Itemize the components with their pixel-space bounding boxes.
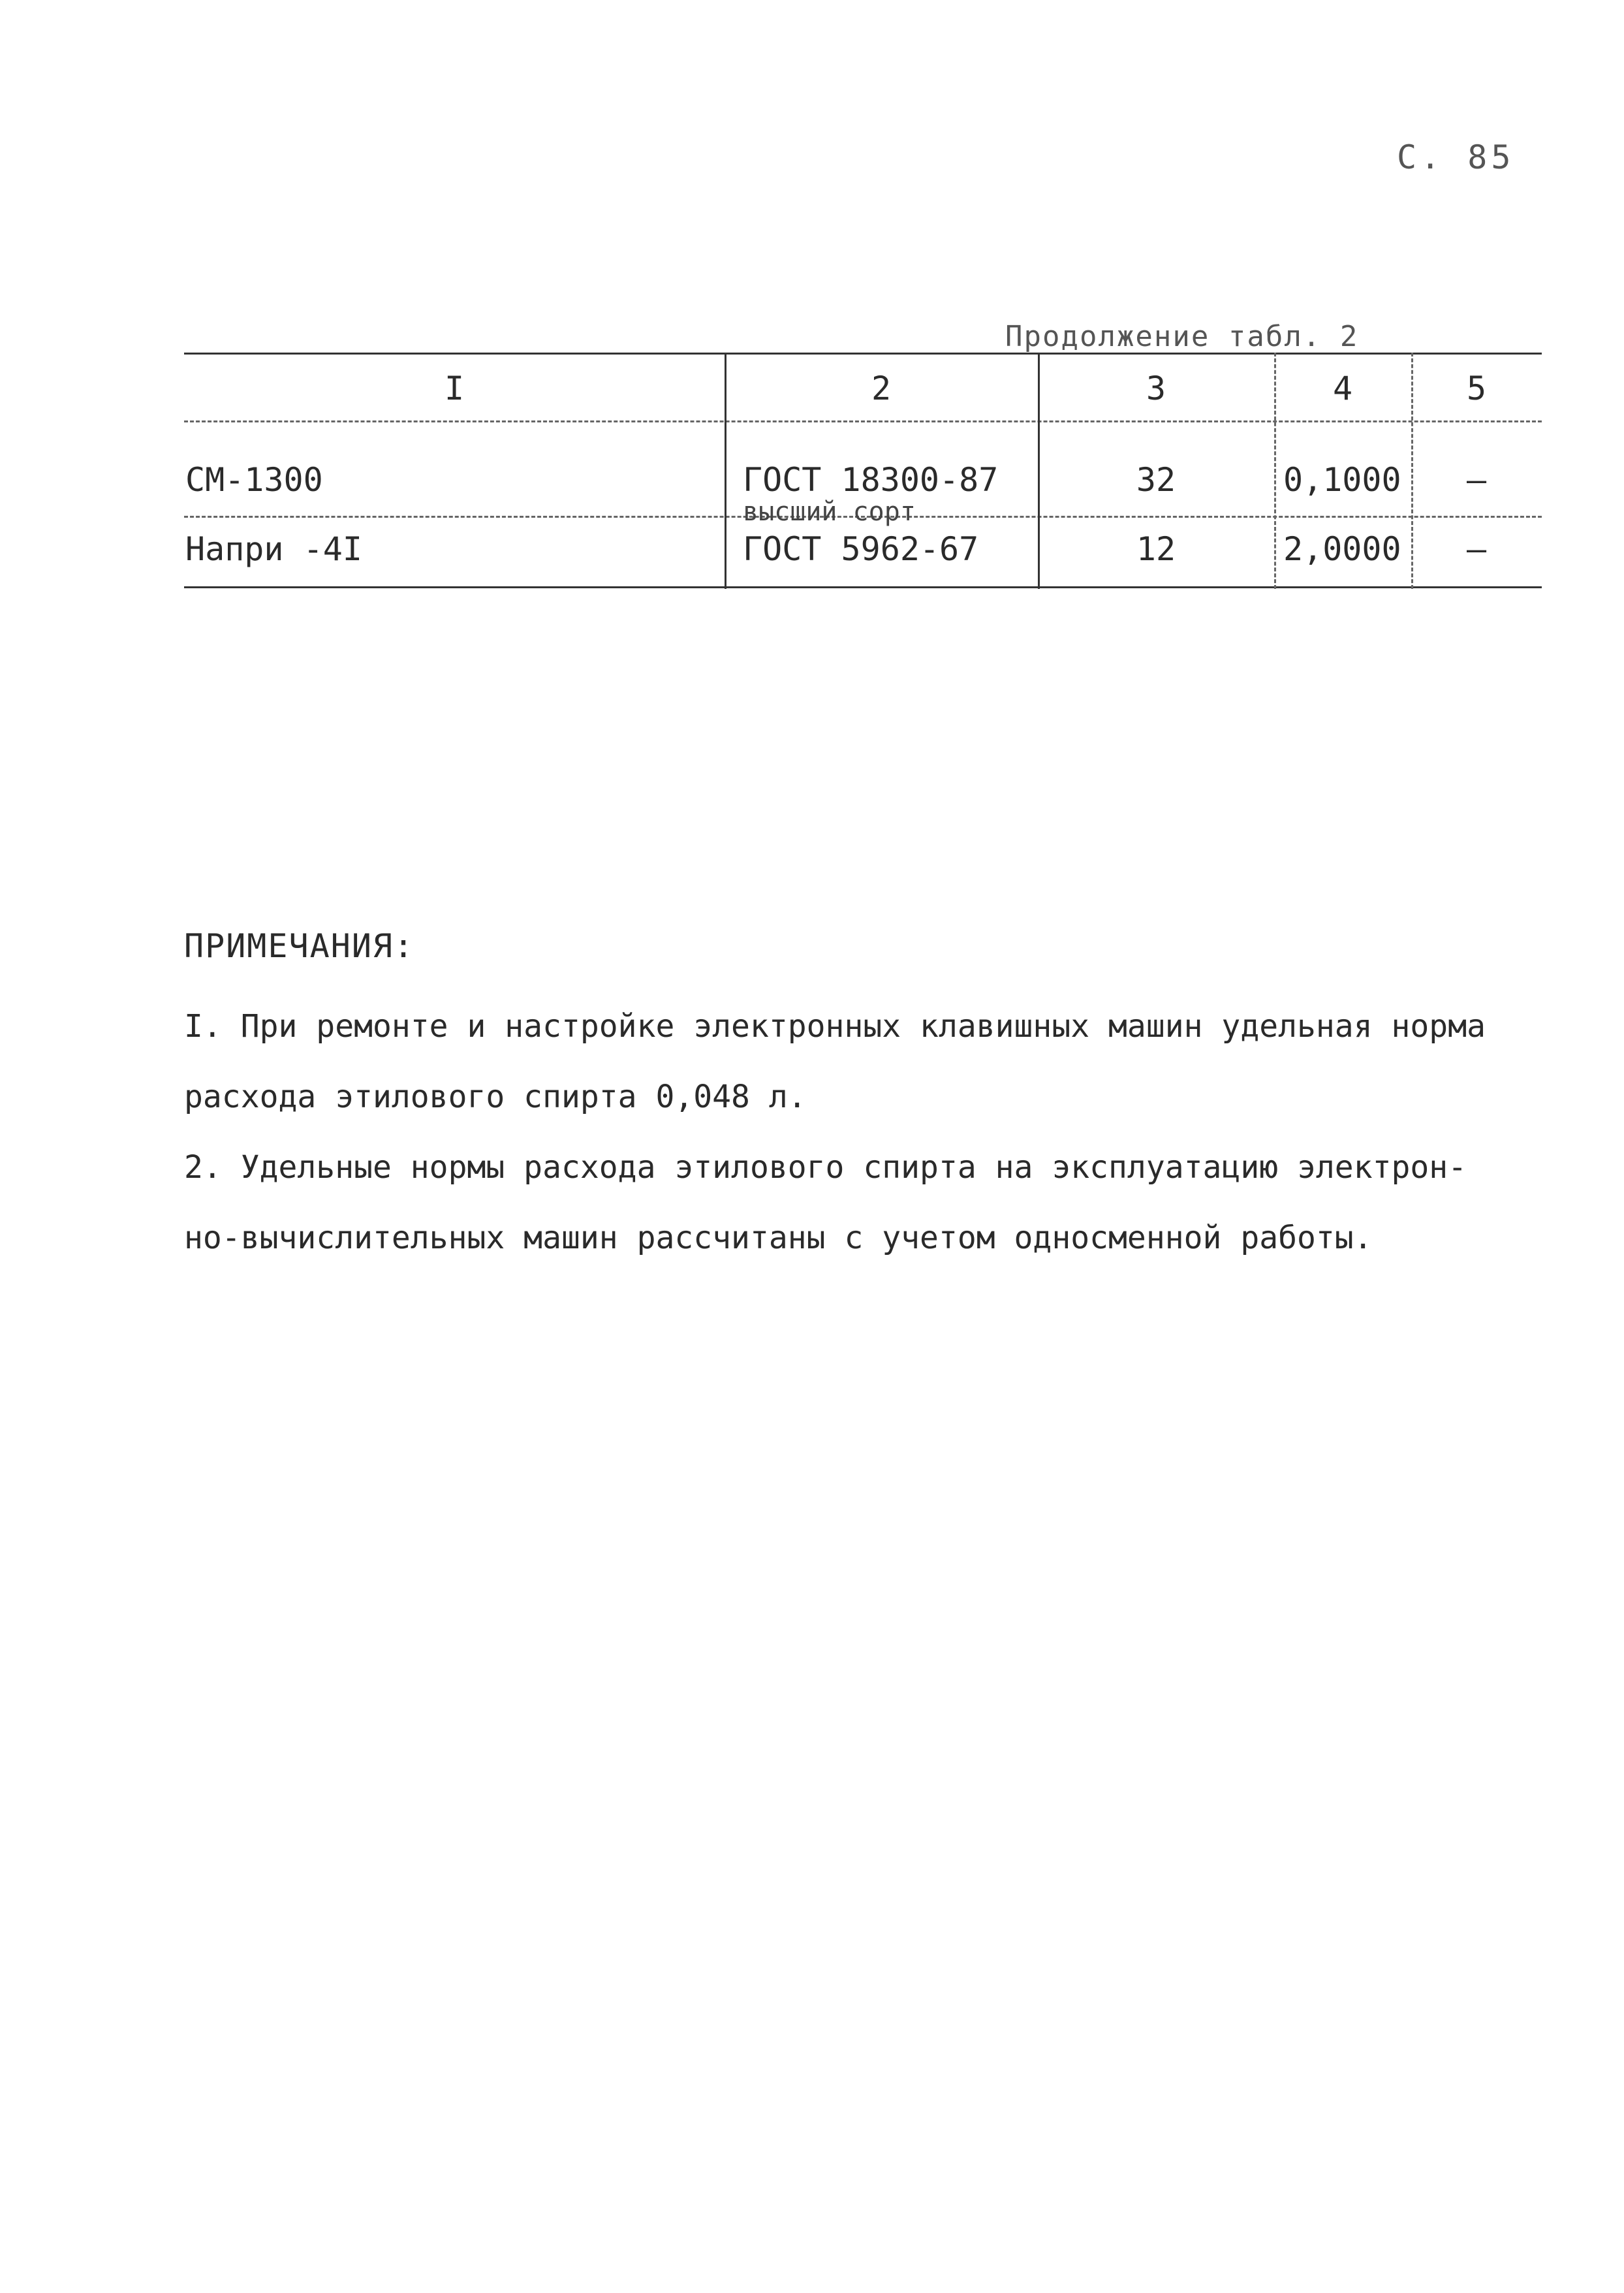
row-1-grade: высший сорт — [743, 497, 916, 527]
row-1-col-3: 32 — [1136, 461, 1176, 499]
table-top-rule — [184, 353, 1542, 355]
note-line-3: 2. Удельные нормы расхода этилового спирта на эксплуатацию электрон- — [184, 1149, 1467, 1186]
notes-title: ПРИМЕЧАНИЯ: — [184, 927, 415, 965]
header-col-2: 2 — [871, 370, 892, 407]
note-line-1: I. При ремонте и настройке электронных клавишных машин удельная норма — [184, 1008, 1486, 1045]
row-2-name: Напри -4I — [185, 530, 362, 568]
row-2-standard: ГОСТ 5962-67 — [743, 530, 979, 568]
note-line-4: но-вычислительных машин рассчитаны с учетом односменной работы. — [184, 1220, 1373, 1256]
note-line-2: расхода этилового спирта 0,048 л. — [184, 1079, 807, 1115]
row-1-standard: ГОСТ 18300-87 — [743, 461, 999, 499]
row-2-norm: 2,0000 — [1283, 530, 1401, 568]
row-2-col-3: 12 — [1136, 530, 1176, 568]
header-col-5: 5 — [1466, 370, 1487, 407]
page-number: С. 85 — [1397, 138, 1515, 176]
notes-section — [184, 927, 1542, 1273]
header-rule — [184, 420, 1542, 422]
table-continuation-label: Продолжение табл. 2 — [1005, 320, 1359, 353]
row-1-name: СМ-1300 — [185, 461, 323, 499]
norms-table — [184, 353, 1542, 589]
row-2-col-5: – — [1466, 530, 1487, 568]
row-1-norm: 0,1000 — [1283, 461, 1401, 499]
row-1-col-5: – — [1466, 461, 1487, 499]
header-col-4: 4 — [1332, 370, 1353, 407]
header-col-1: I — [444, 370, 465, 407]
header-col-3: 3 — [1146, 370, 1166, 407]
table-bottom-rule — [184, 586, 1542, 588]
